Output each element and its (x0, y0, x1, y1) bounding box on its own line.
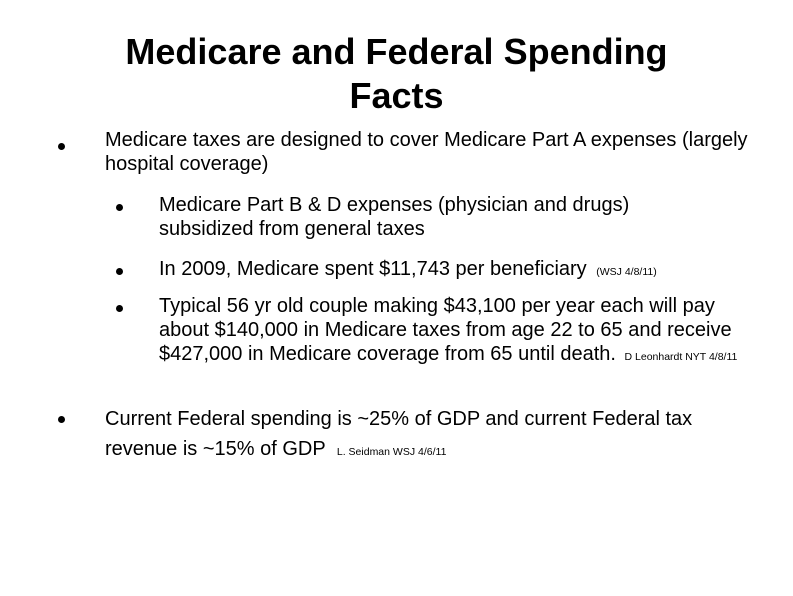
sub-bullet-3-text: Typical 56 yr old couple making $43,100 per year each will pay about $140,000 in Medicare taxes from age 22 to 65 and receive $427,000 in Medicare coverage from 65 until death. (159, 295, 732, 365)
sub-bullet-2 (159, 257, 779, 281)
sub-bullet-3-source: D Leonhardt NYT 4/8/11 (624, 351, 738, 363)
title-line-1: Medicare and Federal Spending (125, 31, 668, 72)
sub-bullet-1-text: Medicare Part B & D expenses (physician and drugs) subsidized from general taxes (159, 194, 630, 240)
bullet-dot-icon (58, 416, 65, 423)
sub-bullet-2-text: In 2009, Medicare spent $11,743 per beneficiary (159, 258, 587, 280)
bullet-dot-icon (58, 143, 65, 150)
sub-bullet-dot-icon (116, 268, 123, 275)
sub-bullet-2-source: (WSJ 4/8/11) (596, 266, 657, 278)
bullet-2-text: Current Federal spending is ~25% of GDP and current Federal tax revenue is ~15% of GDP (105, 408, 693, 460)
sub-bullet-3 (159, 294, 749, 366)
sub-bullet-dot-icon (116, 204, 123, 211)
bullet-2-source: L. Seidman WSJ 4/6/11 (336, 446, 447, 458)
bullet-2 (105, 404, 745, 464)
sub-bullet-dot-icon (116, 305, 123, 312)
title-line-2: Facts (349, 75, 444, 116)
bullet-1-text: Medicare taxes are designed to cover Medicare Part A expenses (largely hospital coverage) (105, 129, 748, 175)
slide-title (0, 30, 793, 118)
